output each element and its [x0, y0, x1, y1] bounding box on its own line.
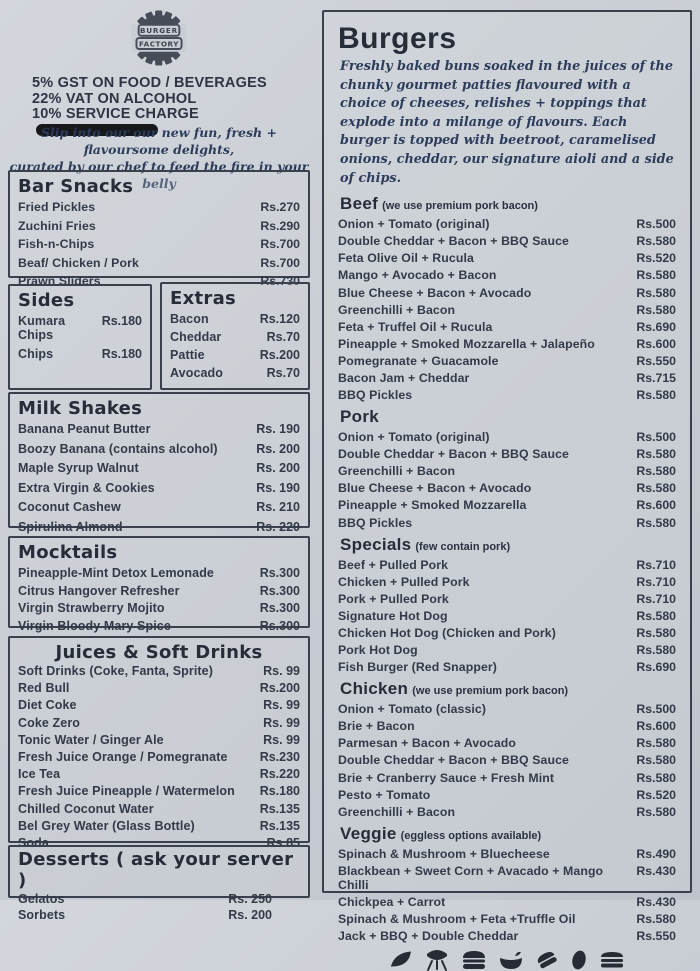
sides-list [18, 314, 142, 361]
item-name: Banana Peanut Butter [18, 422, 151, 436]
olive-icon [569, 949, 589, 971]
menu-item-row [338, 864, 676, 892]
menu-item-row [338, 286, 676, 300]
item-name: Kumara Chips [18, 314, 66, 342]
item-name: Spinach & Mushroom + Bluecheese [338, 846, 550, 861]
menu-item-row [18, 461, 300, 475]
item-price: Rs.550 [636, 353, 676, 368]
item-name: BBQ Pickles [338, 388, 413, 403]
item-name: Boozy Banana (contains alcohol) [18, 441, 218, 456]
beef-list [338, 217, 676, 402]
chicken-list [338, 702, 676, 819]
item-name: Citrus Hangover Refresher [18, 583, 180, 598]
item-name: Coke Zero [18, 715, 81, 730]
bbq-grill-icon [423, 949, 451, 971]
item-name: Zuchini Fries [18, 218, 96, 233]
item-price: Rs.120 [259, 312, 300, 326]
item-price: Rs.580 [636, 753, 676, 768]
item-price: Rs.500 [636, 702, 676, 717]
item-price: Rs.580 [636, 770, 676, 785]
item-name: Maple Syrup Walnut [18, 461, 139, 475]
extras-list [170, 312, 300, 380]
item-name: Fresh Juice Pineapple / Watermelon [18, 784, 235, 799]
item-price: Rs.200 [259, 348, 300, 362]
menu-item-row [338, 464, 676, 478]
item-price: Rs.135 [259, 818, 300, 833]
item-name: Soft Drinks (Coke, Fanta, Sprite) [18, 664, 213, 678]
item-price: Rs.580 [636, 625, 676, 640]
item-name: Fish Burger (Red Snapper) [338, 660, 497, 675]
menu-item-row [170, 366, 300, 380]
item-name: Beef + Pulled Pork [338, 557, 449, 572]
section-mocktails [8, 536, 310, 633]
menu-item-row [18, 601, 300, 615]
item-name: Pork + Pulled Pork [338, 591, 449, 606]
item-price: Rs.700 [260, 255, 300, 270]
menu-item-row [18, 481, 300, 495]
section-specials [338, 535, 676, 675]
vat-line: 22% VAT ON ALCOHOL [32, 90, 197, 107]
menu-item-row [338, 771, 676, 785]
menu-item-row [18, 784, 300, 798]
mocktails-list [18, 566, 300, 633]
burgers-description: Freshly baked buns soaked in the juices of the chunky gourmet patties flavoured with a choice of cheeses, relishes + toppings that explode into a milange of flavours. Each burger is topped with beetroot, caramelised onions, cheddar, our signature aioli and a side of chips. [340, 59, 674, 186]
menu-item-row [338, 558, 676, 572]
item-price: Rs. 220 [256, 519, 300, 534]
item-price: Rs. 190 [256, 480, 300, 495]
item-name: Blue Cheese + Bacon + Avocado [338, 481, 532, 496]
item-price: Rs.520 [636, 251, 676, 266]
gst-line: 5% GST ON FOOD / BEVERAGES [32, 75, 267, 91]
menu-item-row [338, 626, 676, 640]
item-price: Rs.710 [636, 574, 676, 589]
item-price: Rs.580 [636, 643, 676, 658]
item-price: Rs.490 [636, 846, 676, 861]
section-title: Extras [170, 288, 237, 309]
item-name: Virgin Strawberry Mojito [18, 601, 165, 615]
item-price: Rs. 250 [228, 892, 272, 906]
item-name: Brie + Bacon [338, 719, 415, 734]
menu-item-row [18, 520, 300, 534]
menu-item-row [338, 388, 676, 402]
burger-stack-icon [598, 949, 626, 971]
item-price: Rs.730 [260, 274, 300, 288]
item-name: Gelatos [18, 892, 65, 906]
item-name: Bacon [170, 312, 209, 326]
item-name: Mango + Avocado + Bacon [338, 268, 497, 283]
item-name: Cheddar [170, 330, 222, 344]
item-name: Double Cheddar + Bacon + BBQ Sauce [338, 447, 569, 462]
burger-icon [460, 949, 488, 971]
section-title: Specials [340, 534, 412, 554]
item-price: Rs.710 [636, 557, 676, 572]
item-price: Rs.180 [101, 347, 142, 361]
menu-item-row [338, 354, 676, 368]
item-price: Rs.580 [636, 911, 676, 926]
menu-item-row [338, 719, 676, 733]
item-name: Extra Virgin & Cookies [18, 480, 155, 495]
item-price: Rs.70 [266, 330, 300, 344]
section-title: Sides [18, 290, 75, 311]
menu-item-row [18, 200, 300, 214]
menu-item-row [18, 237, 300, 251]
menu-item-row [338, 592, 676, 606]
item-price: Rs. 99 [263, 698, 300, 713]
item-name: Chickpea + Carrot [338, 894, 446, 909]
section-title: Milk Shakes [18, 398, 143, 419]
menu-item-row [170, 330, 300, 344]
pot-icon [497, 949, 525, 971]
menu-item-row [18, 219, 300, 233]
menu-item-row [18, 500, 300, 514]
item-price: Rs.600 [636, 336, 676, 351]
menu-item-row [18, 767, 300, 781]
menu-item-row [338, 217, 676, 231]
item-name: Red Bull [18, 681, 70, 696]
item-name: Chilled Coconut Water [18, 801, 154, 816]
item-name: Avocado [170, 366, 224, 380]
item-price: Rs.520 [636, 787, 676, 802]
item-price: Rs.600 [636, 719, 676, 734]
menu-item-row [18, 442, 300, 456]
item-price: Rs.710 [636, 591, 676, 606]
menu-item-row [18, 802, 300, 816]
item-price: Rs.580 [636, 447, 676, 462]
menu-item-row [18, 347, 142, 361]
item-price: Rs.300 [259, 601, 300, 615]
item-name: Onion + Tomato (original) [338, 217, 490, 232]
item-price: Rs.580 [636, 804, 676, 819]
menu-item-row [338, 268, 676, 282]
pork-list [338, 430, 676, 529]
item-price: Rs.700 [260, 237, 300, 251]
section-note: (we use premium pork bacon) [382, 200, 538, 213]
menu-item-row [18, 584, 300, 598]
item-price: Rs.550 [636, 929, 676, 944]
section-milk-shakes [8, 392, 310, 534]
item-name: Tonic Water / Ginger Ale [18, 732, 164, 747]
menu-item-row [338, 643, 676, 657]
menu-item-row [18, 698, 300, 712]
item-price: Rs.430 [636, 894, 676, 909]
section-desserts [8, 845, 310, 922]
item-price: Rs.70 [266, 366, 300, 380]
item-price: Rs.580 [636, 481, 676, 496]
burgers-title: Burgers [338, 22, 457, 55]
item-price: Rs.715 [636, 371, 676, 385]
item-name: Pattie [170, 348, 205, 362]
desserts-list [18, 892, 300, 922]
item-name: Onion + Tomato (classic) [338, 702, 487, 717]
menu-item-row [18, 566, 300, 580]
item-price: Rs.300 [259, 583, 300, 598]
service-charge-line: 10% SERVICE CHARGE [32, 107, 310, 138]
item-name: Greenchilli + Bacon [338, 464, 456, 479]
menu-item-row [18, 892, 300, 906]
menu-item-row [338, 251, 676, 265]
item-price: Rs.135 [259, 801, 300, 816]
item-name: Pineapple + Smoked Mozzarella + Jalapeño [338, 336, 595, 351]
item-price: Rs.690 [636, 660, 676, 675]
menu-item-row [18, 750, 300, 764]
item-price: Rs. 99 [263, 715, 300, 730]
section-bar-snacks [8, 170, 310, 288]
item-price: Rs.580 [636, 268, 676, 283]
item-price: Rs.300 [259, 566, 300, 580]
item-price: Rs.580 [636, 464, 676, 479]
item-name: Blackbean + Sweet Corn + Avacado + Mango Chilli [338, 863, 604, 892]
menu-item-row [338, 736, 676, 750]
item-price: Rs.580 [636, 388, 676, 403]
menu-item-row [338, 481, 676, 495]
juices-list [18, 664, 300, 850]
menu-item-row [18, 619, 300, 633]
bar-snacks-list [18, 200, 300, 288]
tilted-burger-icon [534, 949, 560, 971]
item-price: Rs. 210 [256, 500, 300, 514]
section-extras [160, 282, 310, 390]
item-price: Rs. 99 [263, 664, 300, 678]
item-name: Double Cheddar + Bacon + BBQ Sauce [338, 234, 569, 249]
menu-item-row [18, 664, 300, 678]
item-name: Jack + BBQ + Double Cheddar [338, 929, 519, 944]
item-price: Rs.180 [101, 314, 142, 328]
item-name: Onion + Tomato (original) [338, 430, 490, 445]
item-name: Sorbets [18, 908, 66, 922]
item-price: Rs.580 [636, 608, 676, 623]
menu-item-row [18, 908, 300, 922]
section-note: (few contain pork) [415, 540, 511, 553]
milk-shakes-list [18, 422, 300, 534]
menu-item-row [170, 348, 300, 362]
menu-item-row [338, 660, 676, 674]
leaf-icon [388, 949, 414, 971]
item-name: Pork Hot Dog [338, 643, 418, 658]
menu-item-row [18, 422, 300, 436]
item-name: Fresh Juice Orange / Pomegranate [18, 749, 228, 764]
burgers-panel [322, 10, 692, 944]
menu-item-row [338, 371, 676, 385]
item-name: Coconut Cashew [18, 500, 121, 514]
item-name: Pineapple-Mint Detox Lemonade [18, 566, 214, 580]
item-price: Rs.580 [636, 736, 676, 751]
menu-item-row [338, 320, 676, 334]
item-name: BBQ Pickles [338, 515, 413, 530]
item-price: Rs. 190 [256, 422, 300, 436]
item-name: Parmesan + Bacon + Avocado [338, 736, 517, 751]
menu-item-row [338, 912, 676, 926]
section-veggie [338, 824, 676, 943]
section-title: Desserts ( ask your server ) [18, 849, 294, 891]
item-price: Rs. 200 [256, 441, 300, 456]
footer-food-icons [338, 949, 676, 971]
item-name: Feta Olive Oil + Rucula [338, 251, 474, 266]
left-menu-column [8, 0, 310, 922]
item-price: Rs.220 [259, 767, 300, 782]
svg-text:FACTORY: FACTORY [139, 39, 179, 49]
section-juices-soft-drinks [8, 636, 310, 850]
item-price: Rs. 200 [256, 461, 300, 475]
section-pork [338, 407, 676, 529]
item-price: Rs.430 [636, 863, 676, 878]
section-title: Juices & Soft Drinks [55, 642, 263, 663]
svg-text:BURGER: BURGER [140, 26, 178, 36]
menu-item-row [18, 819, 300, 833]
menu-item-row [18, 314, 142, 342]
item-name: Double Cheddar + Bacon + BBQ Sauce [338, 753, 569, 768]
item-price: Rs.270 [260, 200, 300, 214]
item-name: Spirulina Almond [18, 519, 123, 534]
menu-item-row [338, 805, 676, 819]
item-price: Rs.500 [636, 430, 676, 445]
menu-item-row [170, 312, 300, 326]
section-title: Beef [340, 194, 379, 214]
tagline: Slip into our our new fun, fresh + flavoursome delights, curated by our chef to feed the fire in your belly [9, 125, 309, 191]
item-price: Rs.600 [636, 498, 676, 513]
item-name: Greenchilli + Bacon [338, 804, 456, 819]
item-name: Diet Coke [18, 698, 77, 713]
menu-item-row [18, 681, 300, 695]
section-chicken [338, 679, 676, 819]
specials-list [338, 558, 676, 675]
item-price: Rs.180 [259, 784, 300, 799]
item-name: Feta + Truffel Oil + Rucula [338, 319, 493, 334]
section-title: Bar Snacks [18, 176, 134, 197]
item-price: Rs.580 [636, 302, 676, 317]
item-price: Rs.580 [636, 234, 676, 249]
section-title: Veggie [340, 823, 397, 843]
menu-item-row [338, 303, 676, 317]
item-name: Soda [18, 835, 49, 850]
menu-item-row [338, 498, 676, 512]
item-name: Bacon Jam + Cheddar [338, 371, 470, 385]
menu-item-row [18, 716, 300, 730]
item-name: Virgin Bloody Mary Spice [18, 618, 171, 633]
item-price: Rs.580 [636, 515, 676, 530]
item-name: Pomegranate + Guacamole [338, 353, 499, 368]
item-name: Fish-n-Chips [18, 237, 95, 251]
item-name: Fried Pickles [18, 200, 96, 214]
item-name: Beaf/ Chicken / Pork [18, 255, 139, 270]
section-title: Mocktails [18, 542, 118, 563]
menu-item-row [338, 702, 676, 716]
item-name: Spinach & Mushroom + Feta +Truffle Oil [338, 911, 576, 926]
section-note: (eggless options available) [400, 829, 542, 842]
item-price: Rs.580 [636, 285, 676, 300]
menu-item-row [338, 430, 676, 444]
menu-item-row [338, 609, 676, 623]
item-price: Rs. 99 [263, 732, 300, 747]
item-price: Rs.690 [636, 319, 676, 334]
burger-factory-logo [8, 5, 310, 71]
item-name: Pineapple + Smoked Mozzarella [338, 498, 527, 513]
section-title: Chicken [340, 679, 409, 699]
menu-item-row [338, 929, 676, 943]
menu-item-row [18, 256, 300, 270]
section-note: (we use premium pork bacon) [412, 685, 569, 698]
menu-item-row [338, 447, 676, 461]
item-price: Rs.230 [259, 749, 300, 764]
item-name: Prawn Sliders [18, 274, 101, 288]
menu-item-row [338, 895, 676, 909]
section-beef [338, 194, 676, 402]
item-name: Greenchilli + Bacon [338, 302, 456, 317]
gear-logo-icon [95, 5, 223, 71]
item-name: Bel Grey Water (Glass Bottle) [18, 818, 195, 833]
menu-item-row [18, 733, 300, 747]
item-price: Rs.500 [636, 217, 676, 232]
menu-item-row [338, 753, 676, 767]
item-name: Blue Cheese + Bacon + Avocado [338, 285, 532, 300]
veggie-list [338, 847, 676, 943]
item-name: Signature Hot Dog [338, 608, 448, 623]
menu-item-row [338, 575, 676, 589]
item-name: Pesto + Tomato [338, 787, 431, 802]
item-name: Brie + Cranberry Sauce + Fresh Mint [338, 770, 555, 785]
item-price: Rs.85 [266, 835, 300, 850]
item-name: Chips [18, 347, 54, 361]
section-sides [8, 284, 152, 390]
item-name: Ice Tea [18, 767, 61, 782]
item-price: Rs. 200 [228, 908, 272, 922]
item-price: Rs.290 [260, 218, 300, 233]
section-title: Pork [340, 407, 379, 427]
item-name: Chicken + Pulled Pork [338, 574, 470, 589]
item-name: Chicken Hot Dog (Chicken and Pork) [338, 625, 556, 640]
menu-item-row [338, 788, 676, 802]
menu-item-row [338, 516, 676, 530]
menu-item-row [338, 847, 676, 861]
item-price: Rs.300 [259, 618, 300, 633]
menu-item-row [338, 234, 676, 248]
menu-item-row [338, 337, 676, 351]
item-price: Rs.200 [259, 681, 300, 696]
